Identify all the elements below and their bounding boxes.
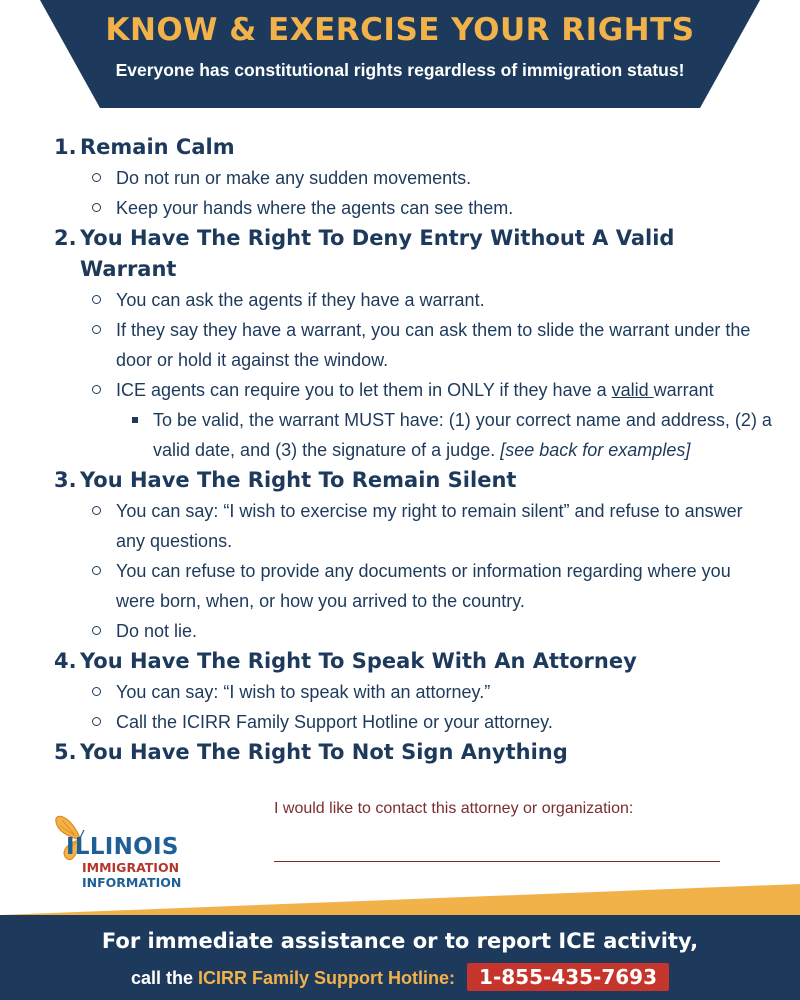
section-title: You Have The Right To Not Sign Anything <box>80 740 568 764</box>
list-item <box>92 677 774 707</box>
section-remain-silent <box>54 465 774 646</box>
circle-bullet-icon <box>92 626 101 635</box>
contact-label: I would like to contact this attorney or organization: <box>274 800 634 817</box>
circle-bullet-icon <box>92 203 101 212</box>
see-back-note: [see back for examples] <box>500 440 691 460</box>
circle-bullet-icon <box>92 687 101 696</box>
bullet-text: Do not run or make any sudden movements. <box>116 168 472 188</box>
section-number: 2. <box>54 226 77 250</box>
underlined-word: valid <box>611 380 654 400</box>
list-item <box>92 616 774 646</box>
circle-bullet-icon <box>92 173 101 182</box>
section-remain-calm <box>54 132 774 223</box>
header-banner <box>0 0 800 110</box>
list-item <box>92 707 774 737</box>
section-heading <box>54 646 774 677</box>
section-not-sign <box>54 737 774 768</box>
sub-bullet-text: To be valid, the warrant MUST have: (1) your correct name and address, (2) a valid date, and (3) the signature of a judge. <box>153 410 772 460</box>
list-item <box>92 285 774 315</box>
bullet-text-end: warrant <box>653 380 714 400</box>
footer-banner <box>0 915 800 1000</box>
sub-bullet-list <box>116 405 774 465</box>
bullet-list <box>54 163 774 223</box>
circle-bullet-icon <box>92 717 101 726</box>
circle-bullet-icon <box>92 506 101 515</box>
section-number: 5. <box>54 740 77 764</box>
bullet-text: You can refuse to provide any documents or information regarding where you were born, when, or how you arrived to the country. <box>116 561 731 611</box>
list-item <box>92 163 774 193</box>
logo-information: INFORMATION <box>82 875 182 890</box>
bullet-text: Do not lie. <box>116 621 198 641</box>
bullet-text: Keep your hands where the agents can see them. <box>116 198 514 218</box>
bullet-text: You can ask the agents if they have a warrant. <box>116 290 485 310</box>
square-bullet-icon <box>132 417 138 423</box>
section-heading <box>54 737 774 768</box>
page-subtitle: Everyone has constitutional rights regardless of immigration status! <box>115 60 685 80</box>
contact-write-in-line[interactable] <box>274 861 720 862</box>
section-number: 4. <box>54 649 77 673</box>
section-attorney <box>54 646 774 737</box>
list-item <box>92 556 774 616</box>
circle-bullet-icon <box>92 566 101 575</box>
page-title: KNOW & EXERCISE YOUR RIGHTS <box>105 12 695 48</box>
circle-bullet-icon <box>92 385 101 394</box>
section-title: You Have The Right To Deny Entry Without A Valid Warrant <box>80 226 675 281</box>
logo-illinois: ILLINOIS <box>66 834 179 860</box>
bullet-text: Call the ICIRR Family Support Hotline or your attorney. <box>116 712 553 732</box>
list-item <box>92 193 774 223</box>
bullet-text: If they say they have a warrant, you can ask them to slide the warrant under the door or hold it against the window. <box>116 320 751 370</box>
footer-gold-stripe <box>0 880 800 916</box>
list-item <box>92 496 774 556</box>
section-title: You Have The Right To Remain Silent <box>80 468 517 492</box>
section-heading <box>54 223 774 285</box>
rights-list <box>54 132 774 768</box>
section-heading <box>54 465 774 496</box>
bullet-list <box>54 677 774 737</box>
bullet-list <box>54 496 774 646</box>
bullet-text: You can say: “I wish to exercise my right to remain silent” and refuse to answer any questions. <box>116 501 743 551</box>
footer-call-text: call the <box>130 968 199 988</box>
footer-hotline-line <box>0 963 800 991</box>
sub-list-item <box>132 405 774 465</box>
hotline-phone-number[interactable]: 1-855-435-7693 <box>467 963 669 991</box>
footer-hotline-name: ICIRR Family Support Hotline: <box>198 968 456 988</box>
illinois-immigration-logo <box>52 808 222 888</box>
section-number: 3. <box>54 468 77 492</box>
circle-bullet-icon <box>92 295 101 304</box>
bullet-text: ICE agents can require you to let them in ONLY if they have a <box>116 380 612 400</box>
section-title: Remain Calm <box>80 135 235 159</box>
bullet-list <box>54 285 774 465</box>
logo-immigration: IMMIGRATION <box>82 860 180 875</box>
section-deny-entry <box>54 223 774 465</box>
bullet-text: You can say: “I wish to speak with an attorney.” <box>116 682 491 702</box>
section-number: 1. <box>54 135 77 159</box>
section-title: You Have The Right To Speak With An Attorney <box>80 649 637 673</box>
circle-bullet-icon <box>92 325 101 334</box>
section-heading <box>54 132 774 163</box>
footer-headline: For immediate assistance or to report ICE activity, <box>101 929 699 953</box>
list-item <box>92 375 774 465</box>
list-item <box>92 315 774 375</box>
